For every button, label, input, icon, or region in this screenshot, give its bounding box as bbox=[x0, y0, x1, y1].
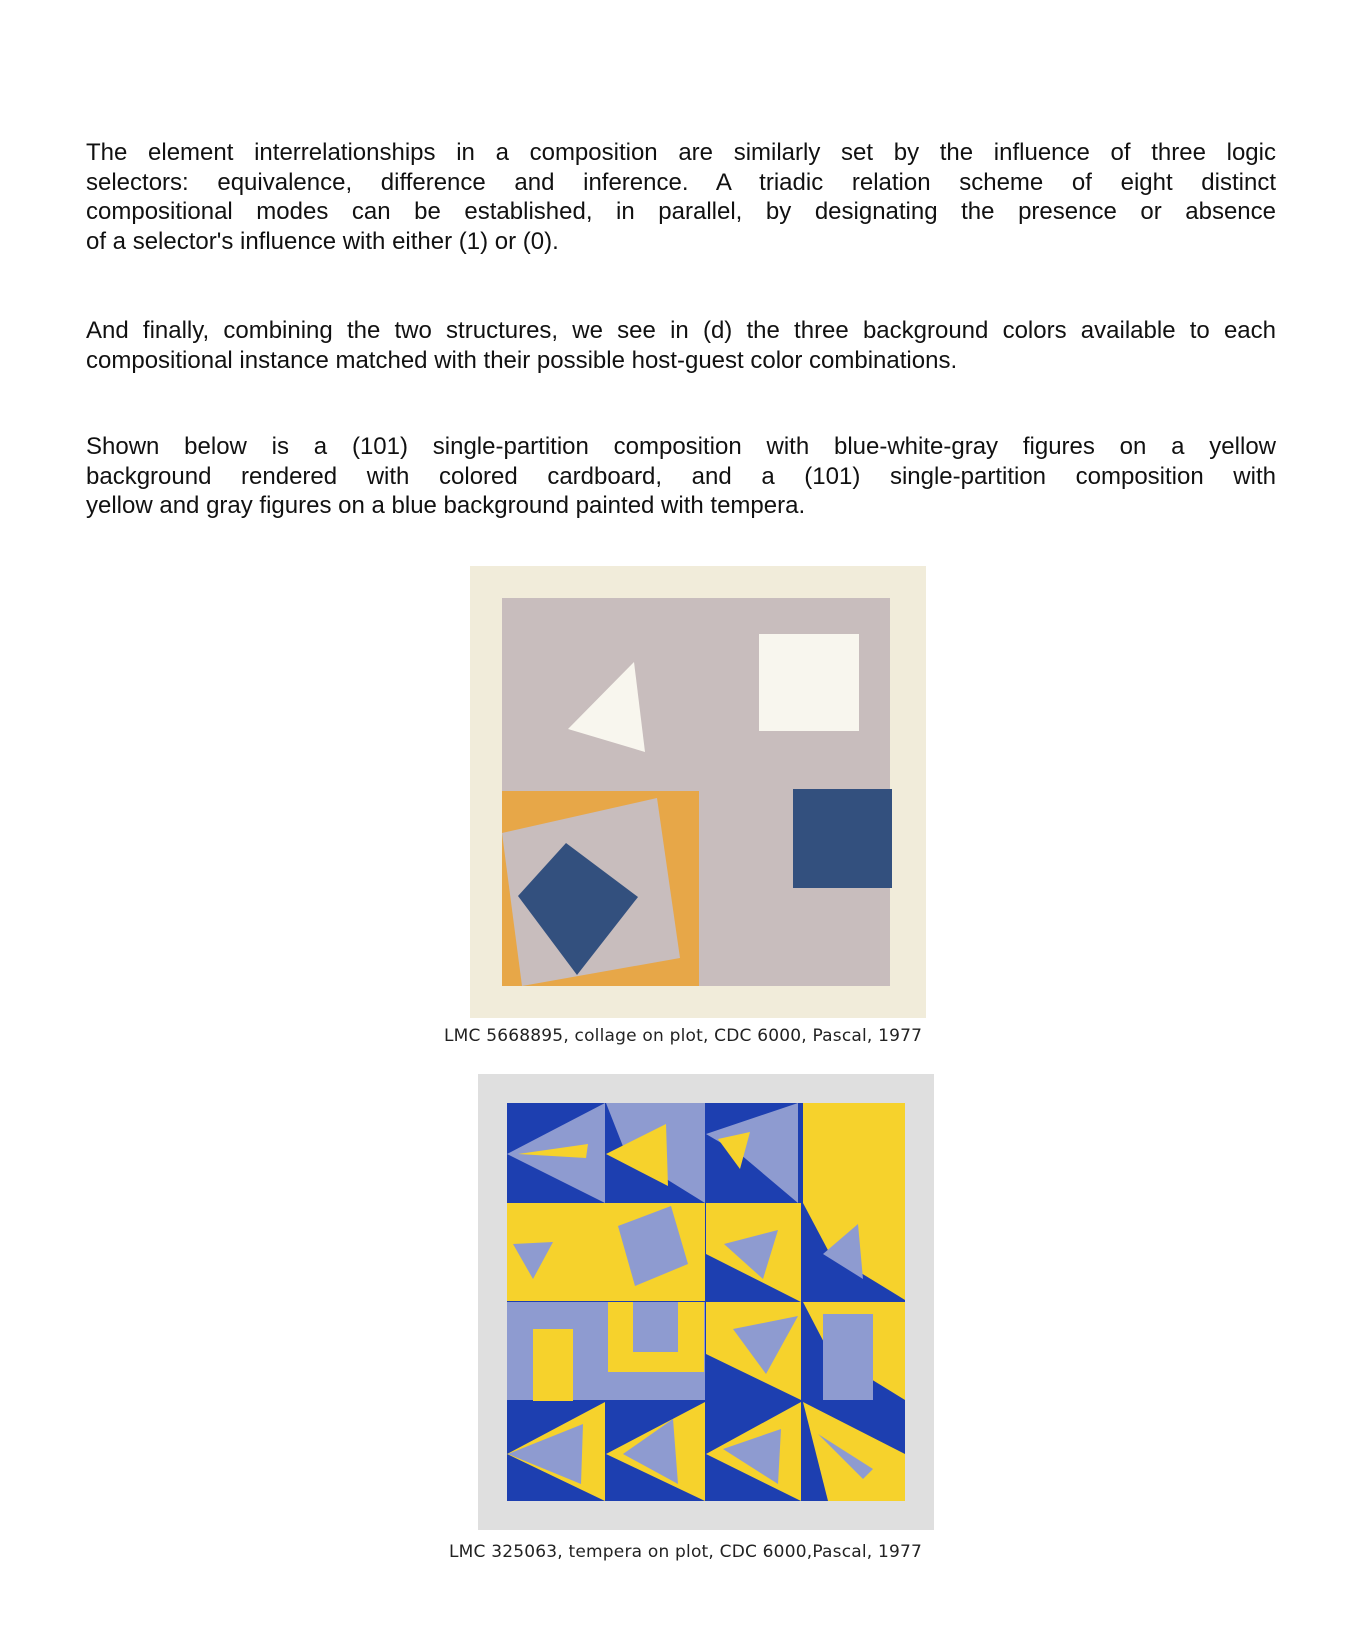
figure-caption: LMC 325063, tempera on plot, CDC 6000,Pascal, 1977 bbox=[449, 1542, 923, 1562]
blue-square bbox=[793, 789, 892, 888]
paragraph-line: compositional instance matched with their possible host-guest color combinations. bbox=[86, 346, 958, 374]
paragraph-line: of a selector's influence with either (1) or (0). bbox=[86, 227, 559, 255]
white-square bbox=[759, 634, 859, 731]
yellow-square bbox=[803, 1103, 905, 1203]
figure-caption: LMC 5668895, collage on plot, CDC 6000, Pascal, 1977 bbox=[444, 1026, 923, 1046]
paragraph-line: background rendered with colored cardboard, and a (101) single-partition composition with bbox=[86, 462, 1276, 490]
yellow-rect bbox=[533, 1329, 573, 1401]
paragraph-line: selectors: equivalence, difference and inference. A triadic relation scheme of eight distinct bbox=[86, 168, 1276, 196]
paragraph-background-colors bbox=[86, 316, 1276, 375]
paragraph-shown-below bbox=[86, 432, 1276, 521]
paragraph-line: And finally, combining the two structures, we see in (d) the three background colors available to each bbox=[86, 317, 1276, 344]
collage-artwork bbox=[470, 566, 926, 1018]
tempera-artwork bbox=[478, 1074, 934, 1530]
gray-rect bbox=[633, 1302, 678, 1352]
paragraph-line: Shown below is a (101) single-partition composition with blue-white-gray figures on a yellow bbox=[86, 433, 1276, 460]
gray-rect bbox=[823, 1314, 873, 1400]
paragraph-line: yellow and gray figures on a blue background painted with tempera. bbox=[86, 492, 806, 519]
paragraph-line: compositional modes can be established, in parallel, by designating the presence or absence bbox=[86, 198, 1276, 225]
paragraph-logic-selectors bbox=[86, 138, 1276, 256]
paragraph-line: The element interrelationships in a composition are similarly set by the influence of three logic bbox=[86, 139, 1276, 166]
